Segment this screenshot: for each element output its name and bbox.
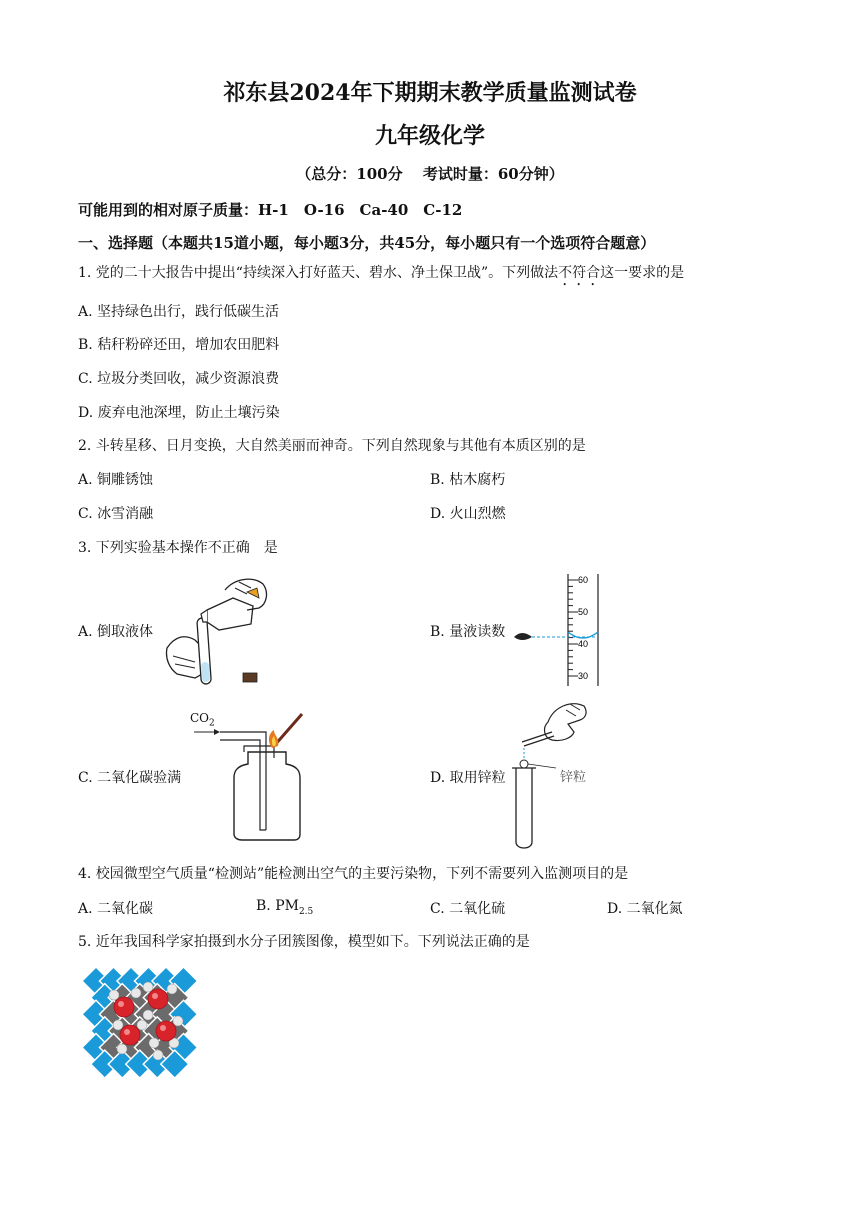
q4-option-a: A. 二氧化碳 <box>78 901 154 917</box>
hydrogen-atom <box>149 1038 159 1048</box>
water-cluster-model-figure <box>78 963 203 1085</box>
q2-option-a: A. 铜雕锈蚀 <box>78 472 154 488</box>
q4-option-c: C. 二氧化硫 <box>430 901 506 917</box>
q4-option-d: D. 二氧化氮 <box>607 901 683 917</box>
hydrogen-atom <box>131 988 141 998</box>
cylinder-tick-30: 30 <box>578 671 589 681</box>
q1-stem: 1. 党的二十大报告中提出“持续深入打好蓝天、碧水、净土保卫战”。下列做法不符合这一要求的是 <box>78 265 685 281</box>
co2-label: $CO_2$ <box>190 711 215 729</box>
atomic-masses: 可能用到的相对原子质量：H-1 O-16 Ca-40 C-12 <box>78 201 463 219</box>
oxygen-highlight <box>152 993 158 999</box>
hydrogen-atom <box>117 1044 127 1054</box>
hydrogen-atom <box>109 990 119 1000</box>
q1-option-b: B. 秸秆粉碎还田，增加农田肥料 <box>78 337 280 353</box>
q3-option-b: B. 量液读数 <box>430 624 506 640</box>
exam-subject: 九年级化学 <box>374 123 485 149</box>
q1-emphasis: 不符合 <box>558 265 601 281</box>
oxygen-atom <box>148 989 168 1009</box>
q2-option-b: B. 枯木腐朽 <box>430 472 506 488</box>
hydrogen-atom <box>167 984 177 994</box>
q5-stem: 5. 近年我国科学家拍摄到水分子团簇图像，模型如下。下列说法正确的是 <box>78 934 530 950</box>
eye-icon <box>514 633 532 640</box>
q1-option-a: A. 坚持绿色出行，践行低碳生活 <box>78 304 280 320</box>
cylinder-tick-50: 50 <box>578 607 589 617</box>
hydrogen-atom <box>137 1020 147 1030</box>
oxygen-atom <box>120 1025 140 1045</box>
hydrogen-atom <box>113 1020 123 1030</box>
q3-option-d: D. 取用锌粒 <box>430 770 506 786</box>
oxygen-highlight <box>124 1029 130 1035</box>
q2-option-d: D. 火山烈燃 <box>430 506 506 522</box>
oxygen-highlight <box>160 1025 166 1031</box>
zinc-label: 锌粒 <box>560 770 587 785</box>
oxygen-highlight <box>118 1001 124 1007</box>
hydrogen-atom <box>173 1016 183 1026</box>
q2-stem: 2. 斗转星移、日月变换，大自然美丽而神奇。下列自然现象与其他有本质区别的是 <box>78 438 586 454</box>
hydrogen-atom <box>153 1050 163 1060</box>
q2-option-c: C. 冰雪消融 <box>78 506 154 522</box>
q1-option-c: C. 垃圾分类回收，减少资源浪费 <box>78 371 280 387</box>
q3-stem: 3. 下列实验基本操作不正确 是 <box>78 540 278 556</box>
oxygen-atom <box>156 1021 176 1041</box>
oxygen-atom <box>114 997 134 1017</box>
cylinder-tick-60: 60 <box>578 575 589 585</box>
pouring-liquid-figure <box>155 570 275 688</box>
q1-option-d: D. 废弃电池深埋，防止土壤污染 <box>78 405 280 421</box>
exam-title: 祁东县2024年下期期末教学质量监测试卷 <box>223 80 637 106</box>
q4-option-b: B. $PM_{2.5}$ <box>256 898 314 917</box>
q4-stem: 4. 校园微型空气质量“检测站”能检测出空气的主要污染物，下列不需要列入监测项目的是 <box>78 866 629 882</box>
graduated-cylinder-figure <box>510 572 610 688</box>
q3-option-a: A. 倒取液体 <box>78 624 154 640</box>
co2-bottle-figure <box>190 708 310 843</box>
section-heading: 一、选择题（本题共15道小题，每小题3分，共45分，每小题只有一个选项符合题意） <box>78 234 656 252</box>
score-line: （总分：100分 考试时量：60分钟） <box>296 165 564 183</box>
hydrogen-atom <box>143 1010 153 1020</box>
hydrogen-atom <box>143 982 153 992</box>
cylinder-tick-40: 40 <box>578 639 589 649</box>
q3-option-c: C. 二氧化碳验满 <box>78 770 182 786</box>
